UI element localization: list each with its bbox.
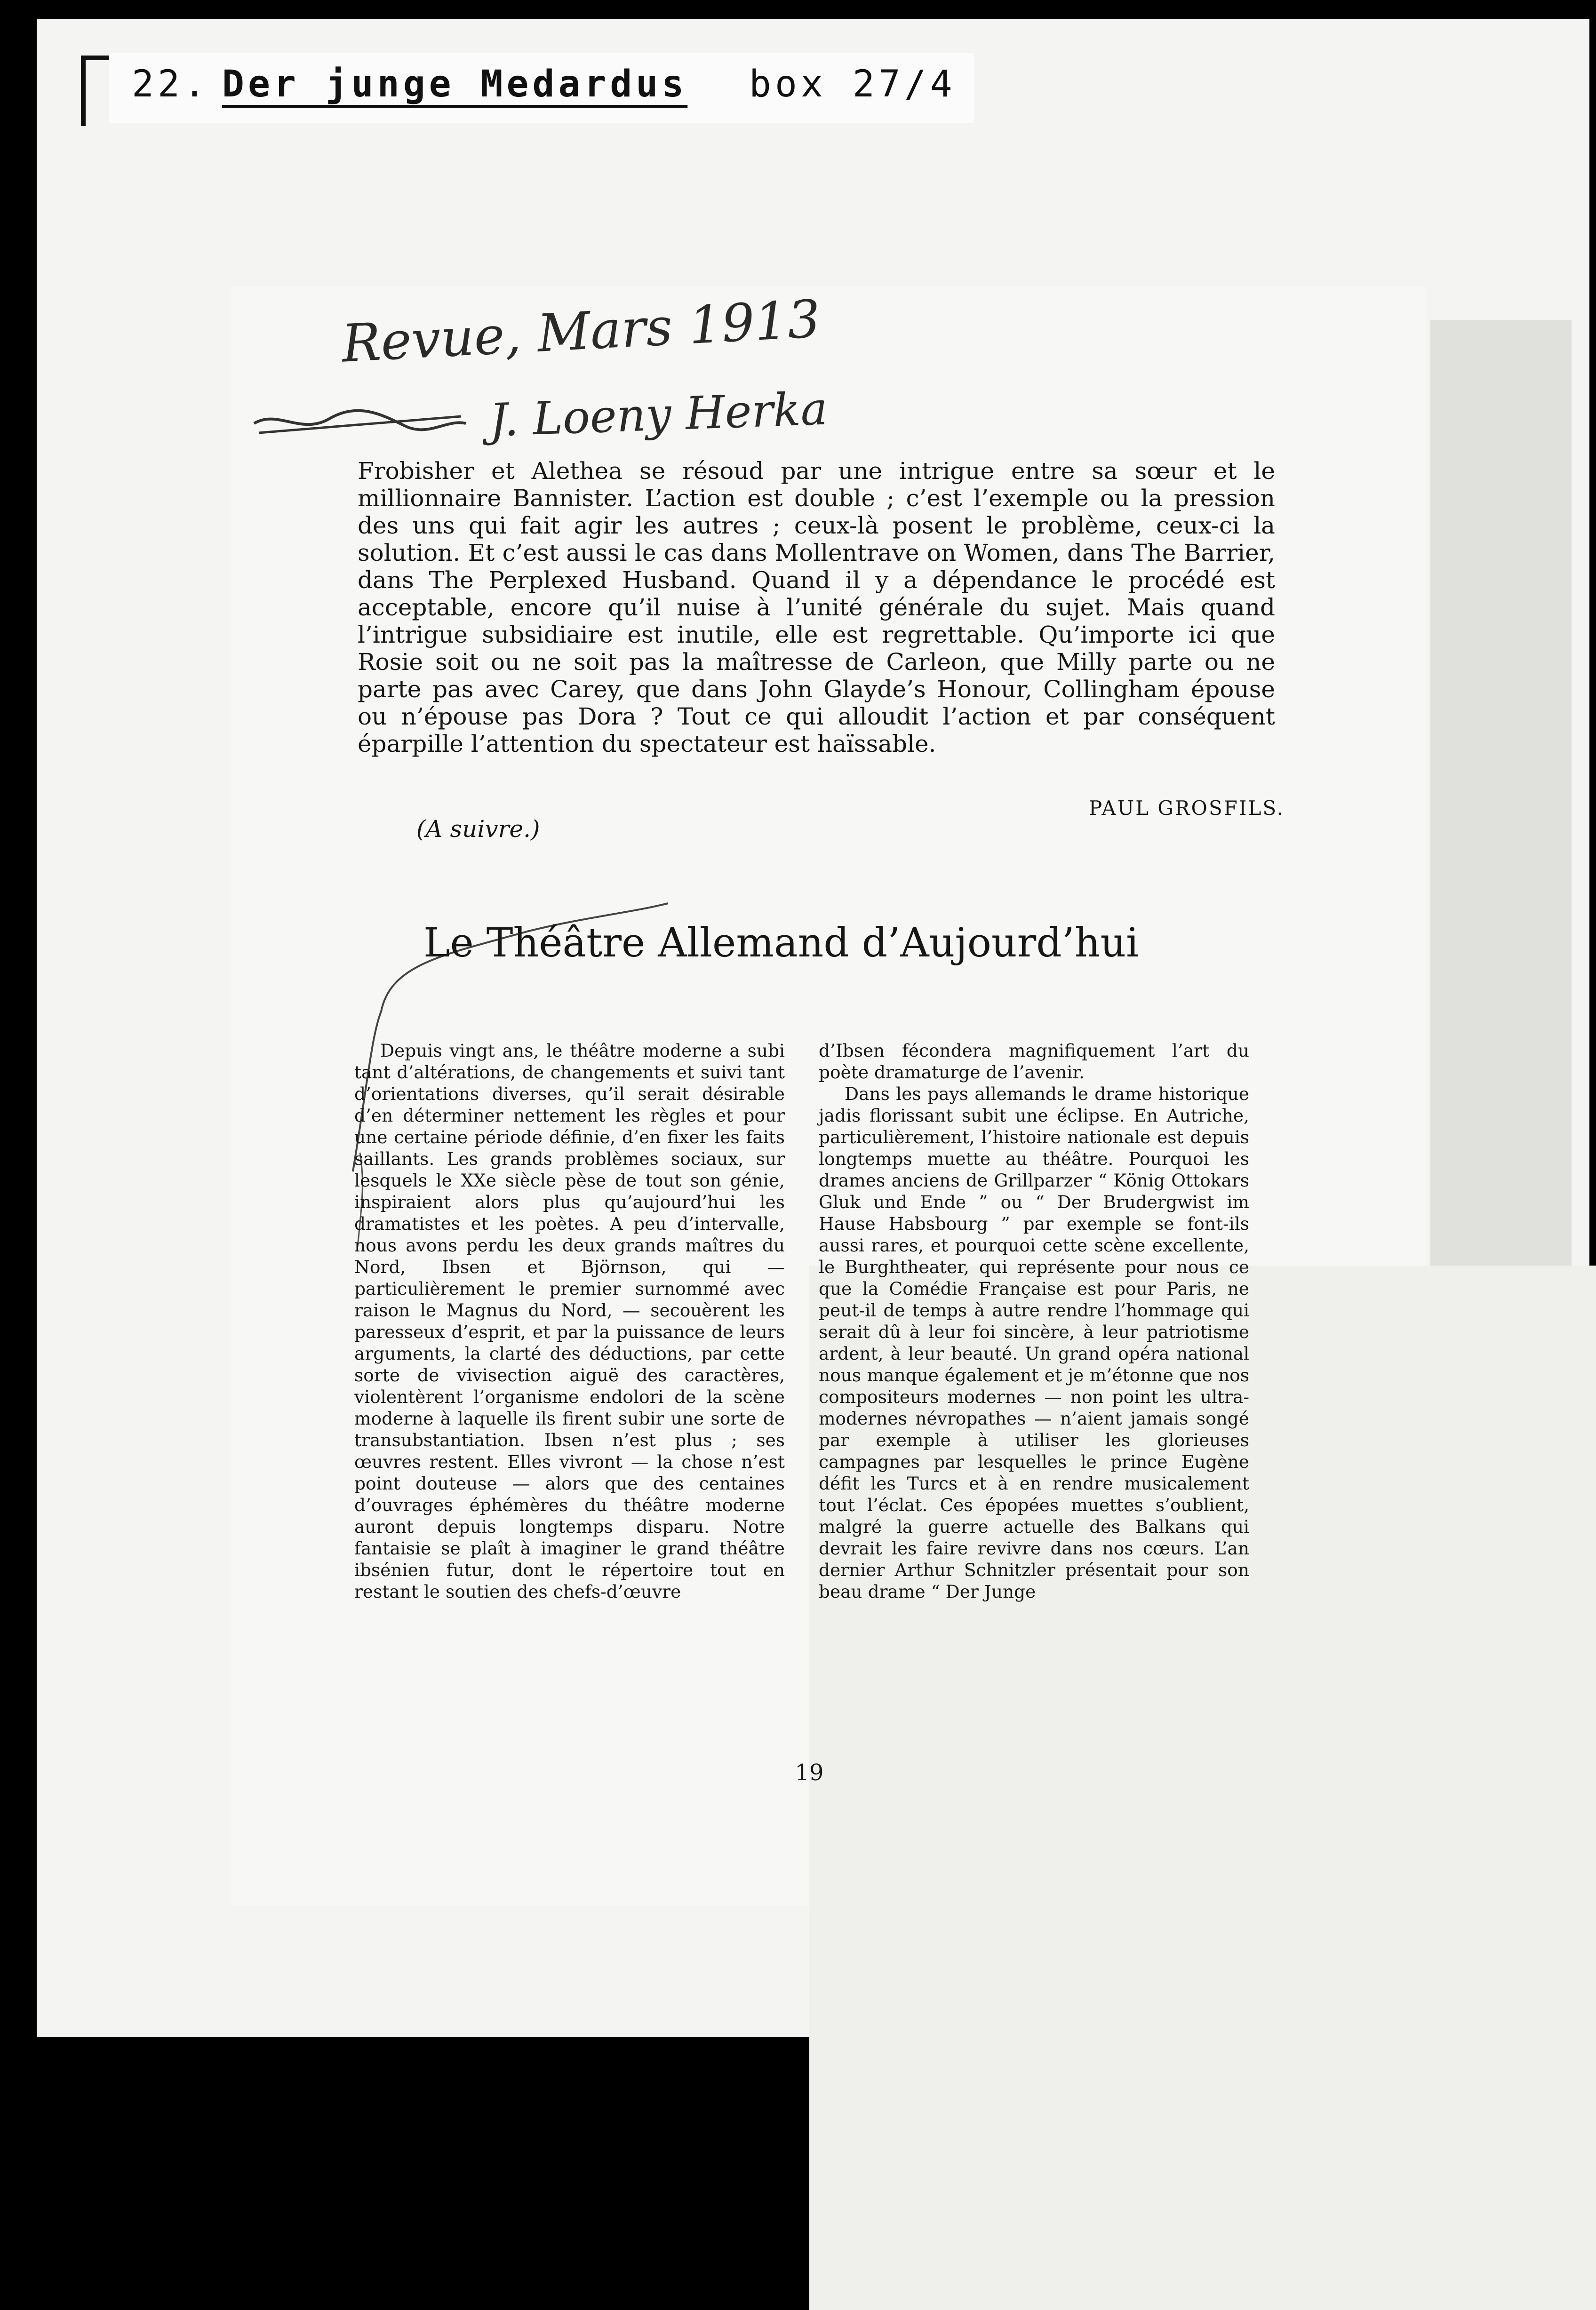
label-number: 22. xyxy=(132,63,209,105)
continued-article-text xyxy=(358,457,1275,757)
right-column-continuation: d’Ibsen fécondera magnifiquement l’art du poète dramaturge de l’avenir. xyxy=(819,1040,1249,1083)
article-right-column xyxy=(819,1040,1249,1602)
label-title: Der junge Medardus xyxy=(222,63,688,105)
article-signature: PAUL GROSFILS. xyxy=(1088,797,1285,820)
continued-paragraph: Frobisher et Alethea se résoud par une intrigue entre sa sœur et le millionnaire Bannister. L’action est double ; c’est l’exemple ou la pression des uns qui fait agir les autres ; ceux-là posent le problème, ceux-ci la solution. Et c’est aussi le cas dans Mollentrave on Women, dans The Barrier, dans The Perplexed Husband. Quand il y a dépendance le procédé est acceptable, encore qu’il nuise à l’unité générale du sujet. Mais quand l’intrigue subsidiaire est inutile, elle est regrettable. Qu’importe ici que Rosie soit ou ne soit pas la maîtresse de Carleon, que Milly parte ou ne parte pas avec Carey, que dans John Glayde’s Honour, Collingham épouse ou n’épouse pas Dora ? Tout ce qui alloudit l’action et par conséquent éparpille l’attention du spectateur est haïssable. xyxy=(358,457,1275,757)
right-column-paragraph: Dans les pays allemands le drame historique jadis florissant subit une éclipse. En Autriche, particulièrement, l’histoire nationale est depuis longtemps muette au théâtre. Pourquoi les drames anciens de Grillparzer “ König Ottokars Gluk und Ende ” ou “ Der Brudergwist im Hause Habsbourg ” par exemple se font-ils aussi rares, et pourquoi cette scène excellente, le Burghtheater, qui représente pour nous ce que la Comédie Française est pour Paris, ne peut-il de temps à autre rendre l’hommage qui serait dû à leur foi sincère, à leur patriotisme ardent, à leur beauté. Un grand opéra national nous manque également et je m’étonne que nos compositeurs modernes — non point les ultra-modernes névropathes — n’aient jamais songé par exemple à utiliser les glorieuses campagnes par lesquelles le prince Eugène défit les Turcs et à en rendre musicalement tout l’éclat. Ces épopées muettes s’oublient, malgré la guerre actuelle des Balkans qui devrait les faire revivre dans nos cœurs. L’an dernier Arthur Schnitzler présentait pour son beau drame “ Der Junge xyxy=(819,1083,1249,1602)
handwritten-author-note: J. Loeny Herka xyxy=(488,382,829,447)
corner-crop-mark xyxy=(81,56,86,126)
newspaper-clipping xyxy=(231,287,1426,1905)
crossed-out-handwriting xyxy=(249,390,471,447)
page-number: 19 xyxy=(795,1760,824,1786)
to-be-continued-note: (A suivre.) xyxy=(416,815,540,843)
article-title: Le Théâtre Allemand d’Aujourd’hui xyxy=(423,920,1139,966)
handwritten-source-note: Revue, Mars 1913 xyxy=(340,288,822,374)
left-column-paragraph: Depuis vingt ans, le théâtre moderne a subi tant d’altérations, de changements et suivi tant d’orientations diverses, qu’il serait désirable d’en déterminer nettement les règles et pour une certaine période définie, d’en fixer les faits saillants. Les grands problèmes sociaux, sur lesquels le XXe siècle pèse de tout son génie, inspiraient alors plus qu’aujourd’hui les dramatistes et les poètes. A peu d’intervalle, nous avons perdu les deux grands maîtres du Nord, Ibsen et Björnson, qui — particulièrement le premier surnommé avec raison le Magnus du Nord, — secouèrent les paresseux d’esprit, et par la puissance de leurs arguments, la clarté des déductions, par cette sorte de vivisection aiguë des caractères, violentèrent l’organisme endolori de la scène moderne à laquelle ils firent subir une sorte de transubstantiation. Ibsen n’est plus ; ses œuvres restent. Elles vivront — la chose n’est point douteuse — alors que des centaines d’ouvrages éphémères du théâtre moderne auront depuis longtemps disparu. Notre fantaisie se plaît à imaginer le grand théâtre ibsénien futur, dont le répertoire tout en restant le soutien des chefs-d’œuvre xyxy=(354,1040,785,1602)
article-left-column xyxy=(354,1040,785,1602)
archive-label xyxy=(109,53,974,123)
label-box: box 27/4 xyxy=(749,63,956,105)
